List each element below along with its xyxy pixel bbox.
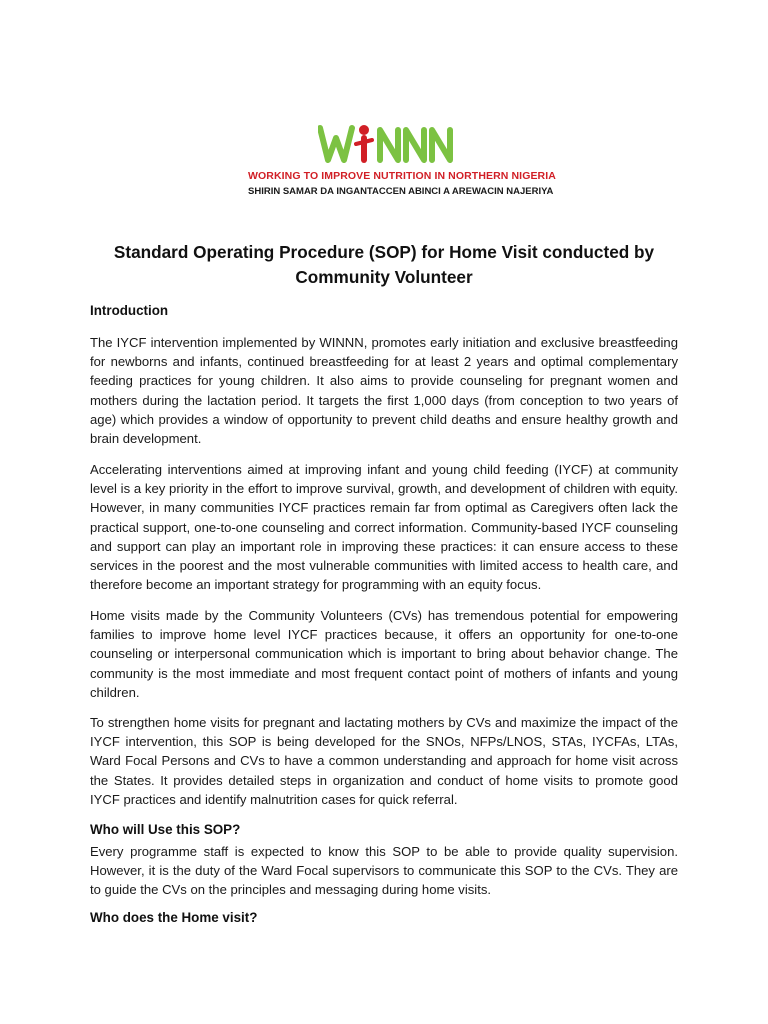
logo-tagline-hausa: SHIRIN SAMAR DA INGANTACCEN ABINCI A AREWACIN NAJERIYA	[248, 186, 554, 197]
winnn-wordmark-icon	[318, 122, 454, 166]
logo-tagline: WORKING TO IMPROVE NUTRITION IN NORTHERN NIGERIA	[248, 170, 556, 182]
heading-introduction: Introduction	[90, 303, 169, 318]
document-title: Standard Operating Procedure (SOP) for Home Visit conducted by Community Volunteer	[113, 242, 655, 287]
paragraph-intro-1: The IYCF intervention implemented by WINNN, promotes early initiation and exclusive breastfeeding for newborns and infants, continued breastfeeding for at least 2 years and optimal complementary feeding practices for young children. It also aims to provide counseling for pregnant women and mothers during the lactation period. It targets the first 1,000 days (from conception to two years of age) which provides a window of opportunity to prevent child deaths and ensure healthy growth and brain development.	[90, 335, 678, 447]
paragraph-who-will-use: Every programme staff is expected to know this SOP to be able to provide quality supervision. However, it is the duty of the Ward Focal supervisors to communicate this SOP to the CVs. They are to guide the CVs on the principles and messaging during home visits.	[90, 844, 678, 898]
paragraph-intro-3: Home visits made by the Community Volunteers (CVs) has tremendous potential for empowering families to improve home level IYCF practices because, it offers an opportunity for one-to-one counseling or interpersonal communication which is important to bring about behavior change. The community is the most immediate and most frequent contact point of mothers of infants and young children.	[90, 608, 678, 700]
heading-who-does: Who does the Home visit?	[90, 910, 258, 925]
winnn-logo	[248, 122, 556, 202]
paragraph-intro-4: To strengthen home visits for pregnant and lactating mothers by CVs and maximize the impact of the IYCF intervention, this SOP is being developed for the SNOs, NFPs/LNOS, STAs, IYCFAs, LTAs, Ward Focal Persons and CVs to have a common understanding and approach for home visit across the States. It provides detailed steps in organization and conduct of home visits to promote good IYCF practices and identify malnutrition cases for quick referral.	[90, 715, 678, 807]
heading-who-will-use: Who will Use this SOP?	[90, 822, 241, 837]
paragraph-intro-2: Accelerating interventions aimed at improving infant and young child feeding (IYCF) at community level is a key priority in the effort to improve survival, growth, and development of children with equity. However, in many communities IYCF practices remain far from optimal as Caregivers often lack the practical support, one-to-one counseling and correct information. Community-based IYCF counseling and support can play an important role in improving these practices: it can ensure access to these services in the poorest and the most vulnerable communities with limited access to health care, and therefore become an important strategy for programming with an equity focus.	[90, 462, 678, 593]
